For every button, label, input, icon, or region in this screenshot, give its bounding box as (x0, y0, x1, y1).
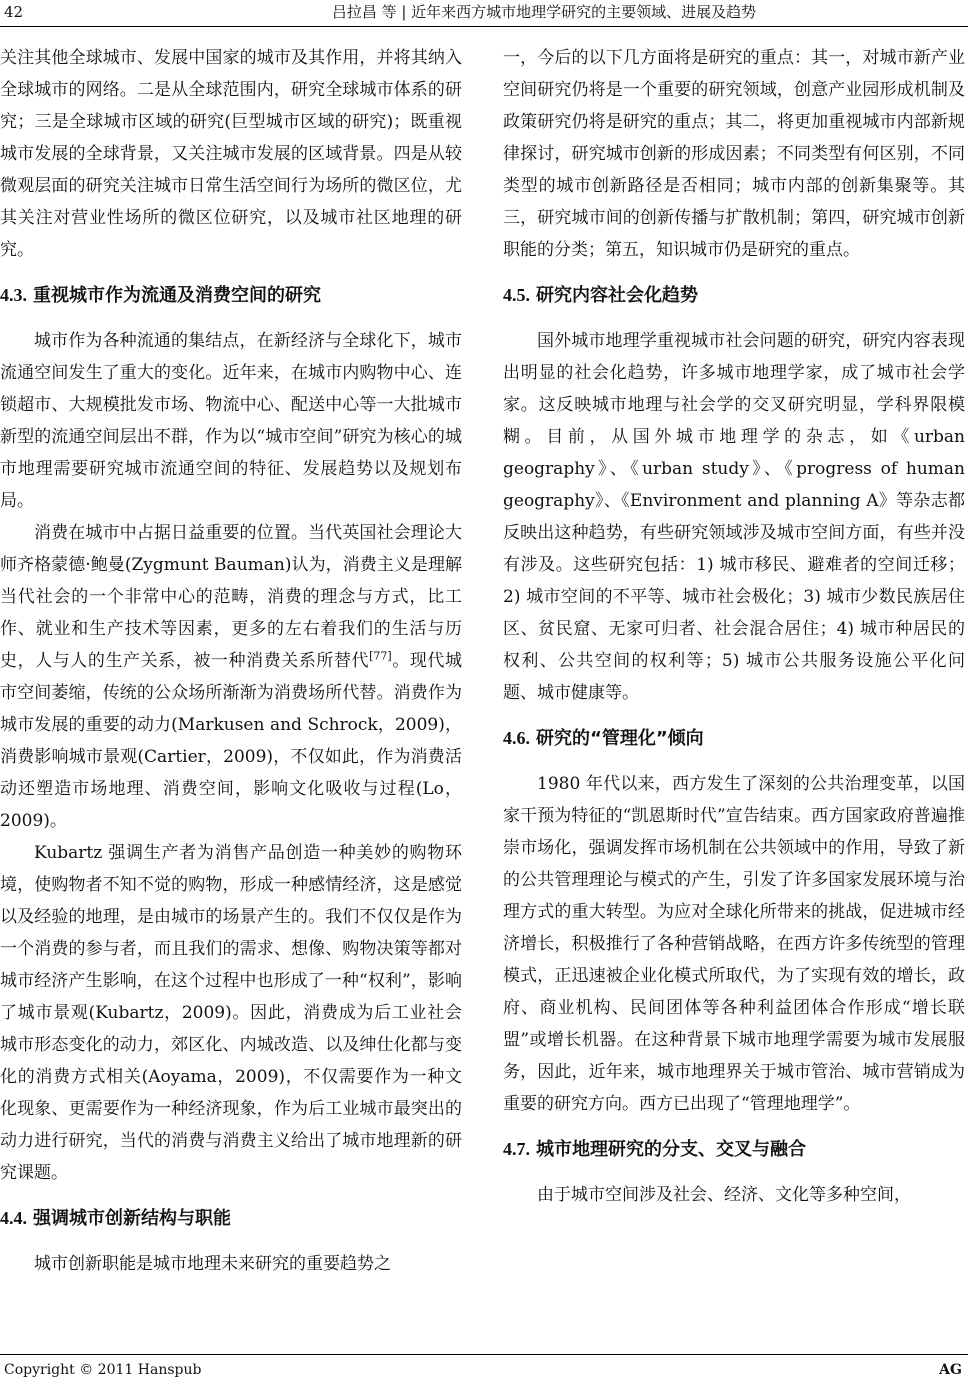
section-title: 强调城市创新结构与职能 (33, 1208, 231, 1229)
paragraph-text: 。现代城市空间萎缩，传统的公众场所渐渐为消费场所代替。消费作为城市发展的重要的动力(Markusen and Schrock，2009)，消费影响城市景观(Cartier，2009)，不仅如此，作为消费活动还塑造市场地理、消费空间，影响文化吸收与过程(Lo，2009)。 (0, 651, 463, 831)
left-column (0, 42, 462, 1280)
page-header (0, 0, 968, 26)
paragraph: 一，今后的以下几方面将是研究的重点：其一，对城市新产业空间研究仍将是一个重要的研究领域，创意产业园形成机制及政策研究仍将是研究的重点；其二，将更加重视城市内部新规律探讨，研究城市创新的形成因素；不同类型有何区别，不同类型的城市创新路径是否相同；城市内部的创新集聚等。其三，研究城市间的创新传播与扩散机制；第四，研究城市创新职能的分类；第五，知识城市仍是研究的重点。 (503, 48, 965, 260)
copyright-notice: Copyright © 2011 Hanspub (4, 1362, 202, 1378)
section-title: 研究的“管理化”倾向 (536, 728, 704, 749)
section-title: 城市地理研究的分支、交叉与融合 (536, 1139, 806, 1160)
section-heading-4-3 (0, 280, 462, 311)
paragraph: 城市作为各种流通的集结点，在新经济与全球化下，城市流通空间发生了重大的变化。近年来，在城市内购物中心、连锁超市、大规模批发市场、物流中心、配送中心等一大批城市新型的流通空间层出不群，作为以“城市空间”研究为核心的城市地理需要研究城市流通空间的特征、发展趋势以及规划布局。 (0, 331, 462, 511)
section-heading-4-6 (503, 723, 965, 754)
footer-rule (0, 1354, 968, 1355)
section-title: 研究内容社会化趋势 (536, 285, 698, 306)
paragraph: 1980 年代以来，西方发生了深刻的公共治理变革，以国家干预为特征的“凯恩斯时代”宣告结束。西方国家政府普遍推崇市场化，强调发挥市场机制在公共领域中的作用，导致了新的公共管理理论与模式的产生，引发了许多国家发展环境与治理方式的重大转型。为应对全球化所带来的挑战，促进城市经济增长，积极推行了各种营销战略，在西方许多传统型的管理模式，正迅速被企业化模式所取代，为了实现有效的增长，政府、商业机构、民间团体等各种利益团体合作形成“增长联盟”或增长机器。在这种背景下城市地理学需要为城市发展服务，因此，近年来，城市地理界关于城市管治、城市营销成为重要的研究方向。西方已出现了“管理地理学”。 (503, 774, 965, 1114)
paragraph: Kubartz 强调生产者为消售产品创造一种美妙的购物环境，使购物者不知不觉的购物，形成一种感情经济，这是感觉以及经验的地理，是由城市的场景产生的。我们不仅仅是作为一个消费的参与者，而且我们的需求、想像、购物决策等都对城市经济产生影响，在这个过程中也形成了一种“权利”，影响了城市景观(Kubartz，2009)。因此，消费成为后工业社会城市形态变化的动力，郊区化、内城改造、以及绅仕化都与变化的消费方式相关(Aoyama，2009)，不仅需要作为一种文化现象、更需要作为一种经济现象，作为后工业城市最突出的动力进行研究，当代的消费与消费主义给出了城市地理新的研究课题。 (0, 843, 462, 1183)
section-number: 4.3. (0, 285, 27, 305)
paragraph-text: 消费在城市中占据日益重要的位置。当代英国社会理论大师齐格蒙德·鲍曼(Zygmunt Bauman)认为，消费主义是理解当代社会的一个非常中心的范畴，消费的理念与方式，比工作、就业和生产技术等因素，更多的左右着我们的生活与历史，人与人的生产关系，被一种消费关系所替代 (0, 523, 462, 671)
right-column (503, 42, 965, 1211)
section-title: 重视城市作为流通及消费空间的研究 (33, 285, 321, 306)
page-number: 42 (4, 3, 24, 21)
paragraph: 由于城市空间涉及社会、经济、文化等多种空间， (537, 1185, 911, 1205)
citation-reference: [77] (369, 649, 392, 663)
paragraph: 关注其他全球城市、发展中国家的城市及其作用，并将其纳入全球城市的网络。二是从全球范围内，研究全球城市体系的研究；三是全球城市区域的研究(巨型城市区域的研究)；既重视城市发展的全球背景，又关注城市发展的区域背景。四是从较微观层面的研究关注城市日常生活空间行为场所的微区位，尤其关注对营业性场所的微区位研究，以及城市社区地理的研究。 (0, 48, 462, 260)
paragraph: 国外城市地理学重视城市社会问题的研究，研究内容表现出明显的社会化趋势，许多城市地理学家，成了城市社会学家。这反映城市地理与社会学的交叉研究明显，学科界限模糊。目前，从国外城市地理学的杂志，如《urban geography》、《urban study》、《progress of human geography》、《Environment and planning A》等杂志都反映出这种趋势，有些研究领域涉及城市空间方面，有些并没有涉及。这些研究包括：1) 城市移民、避难者的空间迁移；2) 城市空间的不平等、城市社会极化；3) 城市少数民族居住区、贫民窟、无家可归者、社会混合居住；4) 城市种居民的权利、公共空间的权利等；5) 城市公共服务设施公平化问题、城市健康等。 (503, 331, 965, 703)
header-rule (0, 26, 968, 27)
section-heading-4-7 (503, 1134, 965, 1165)
section-number: 4.6. (503, 728, 530, 748)
running-title: 吕拉昌 等 | 近年来西方城市地理学研究的主要领域、进展及趋势 (331, 3, 757, 21)
section-number: 4.4. (0, 1208, 27, 1228)
page-footer (0, 1354, 968, 1386)
paragraph: 城市创新职能是城市地理未来研究的重要趋势之 (34, 1254, 391, 1274)
section-number: 4.5. (503, 285, 530, 305)
section-number: 4.7. (503, 1139, 530, 1159)
section-heading-4-5 (503, 280, 965, 311)
paragraph (0, 517, 462, 837)
journal-abbreviation: AG (939, 1362, 962, 1378)
section-heading-4-4 (0, 1203, 462, 1234)
